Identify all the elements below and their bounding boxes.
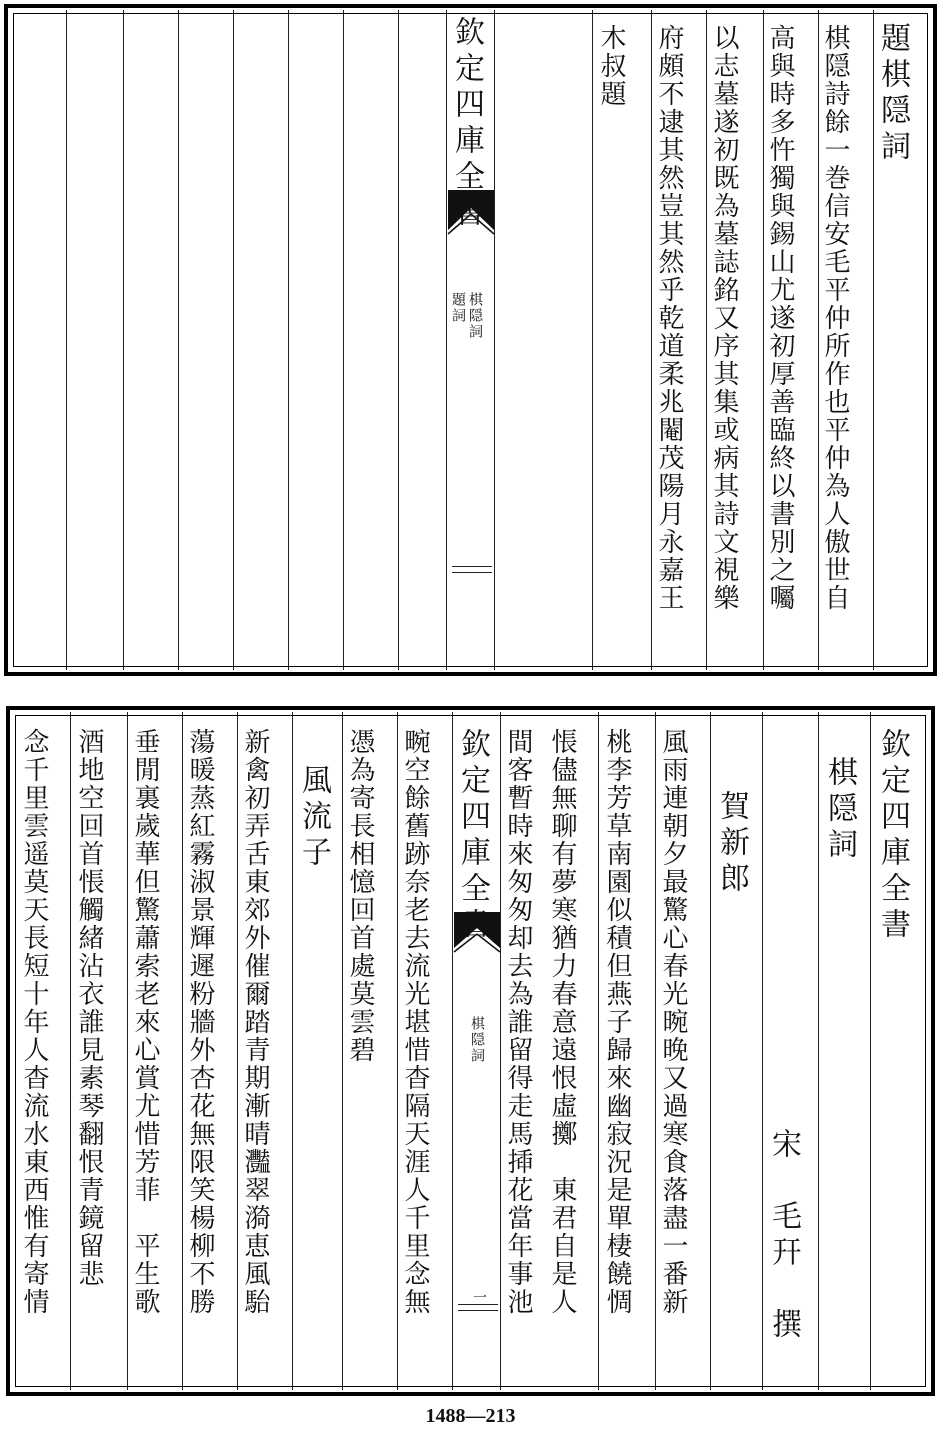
tune-title: 風流子 <box>296 764 331 872</box>
center-band-tick <box>458 1310 498 1311</box>
column-rule <box>655 712 656 1390</box>
column-rule <box>178 10 179 670</box>
bottom-text-column: 桃李芳草南園似積但燕子歸來幽寂況是單棲饒惆 <box>602 728 632 1316</box>
bottom-text-column: 憑為寄長相憶回首處莫雲碧 <box>345 728 375 1064</box>
column-rule <box>66 10 67 670</box>
column-rule <box>127 712 128 1390</box>
bottom-text-column: 酒地空回首悵觸緒沾衣誰見素琴翻恨青鏡留悲 <box>74 728 104 1288</box>
column-rule <box>598 712 599 1390</box>
bottom-header: 欽定四庫全書 <box>875 728 910 944</box>
top-center-title: 欽定四庫全書 <box>449 16 484 232</box>
column-rule <box>342 712 343 1390</box>
column-rule <box>446 10 447 670</box>
bottom-center-title: 欽定四庫全書 <box>455 728 490 944</box>
column-rule <box>343 10 344 670</box>
column-rule <box>233 10 234 670</box>
top-text-column: 府頗不逮其然豈其然乎乾道柔兆閹茂陽月永嘉王 <box>654 24 684 612</box>
bottom-center-page-number: 一 <box>471 1290 487 1306</box>
top-text-column: 以志墓遂初既為墓誌銘又序其集或病其詩文視樂 <box>709 24 739 612</box>
center-band-tick <box>452 572 492 573</box>
bottom-text-column: 新禽初弄舌東郊外催爾踏青期漸晴灩翠漪恵風駘 <box>240 728 270 1316</box>
column-rule <box>123 10 124 670</box>
tune-title: 賀新郎 <box>714 790 749 898</box>
column-rule <box>710 712 711 1390</box>
top-text-column: 棋隠詩餘一巻信安毛平仲所作也平仲為人傲世自 <box>820 24 850 612</box>
column-rule <box>706 10 707 670</box>
top-text-column: 木叔題 <box>596 24 626 108</box>
column-rule <box>592 10 593 670</box>
bottom-text-column: 蕩暖蒸紅霧淑景輝遲粉牆外杏花無限笑楊柳不勝 <box>185 728 215 1316</box>
column-rule <box>182 712 183 1390</box>
bottom-text-column: 畹空餘舊跡奈老去流光堪惜杳隔天涯人千里念無 <box>400 728 430 1316</box>
column-rule <box>762 712 763 1390</box>
center-band-tick <box>452 566 492 567</box>
bottom-text-column: 悵儘無聊有夢寒猶力春意遠恨虛擲 東君自是人 <box>547 728 577 1316</box>
column-rule <box>452 712 453 1390</box>
bottom-text-column: 念千里雲遥莫天長短十年人杳流水東西惟有寄情 <box>19 728 49 1316</box>
column-rule <box>494 10 495 670</box>
top-column-title: 題棋隠詞 <box>875 22 910 166</box>
column-rule <box>292 712 293 1390</box>
top-center-section-title: 題詞 <box>450 292 466 324</box>
column-rule <box>288 10 289 670</box>
bottom-center-book-title: 棋隠詞 <box>469 1016 485 1064</box>
column-rule <box>500 712 501 1390</box>
top-text-column: 高與時多忤獨與錫山尤遂初厚善臨終以書別之囑 <box>765 24 795 612</box>
column-rule <box>70 712 71 1390</box>
bottom-book-title: 棋隠詞 <box>822 756 857 864</box>
column-rule <box>237 712 238 1390</box>
top-center-book-title: 棋隠詞 <box>467 292 483 340</box>
column-rule <box>398 10 399 670</box>
bottom-text-column: 垂閒裏歲華但驚蕭索老來心賞尤惜芳菲 平生歌 <box>130 728 160 1316</box>
column-rule <box>651 10 652 670</box>
column-rule <box>870 712 871 1390</box>
bottom-text-column: 間客暫時來匆匆却去為誰留得走馬揷花當年事池 <box>503 728 533 1316</box>
bottom-text-column: 風雨連朝夕最驚心春光晼晚又過寒食落盡一番新 <box>658 728 688 1316</box>
bottom-author: 宋 毛幵 撰 <box>766 1128 801 1344</box>
folio-number: 1488—213 <box>425 1405 516 1427</box>
column-rule <box>397 712 398 1390</box>
column-rule <box>818 712 819 1390</box>
